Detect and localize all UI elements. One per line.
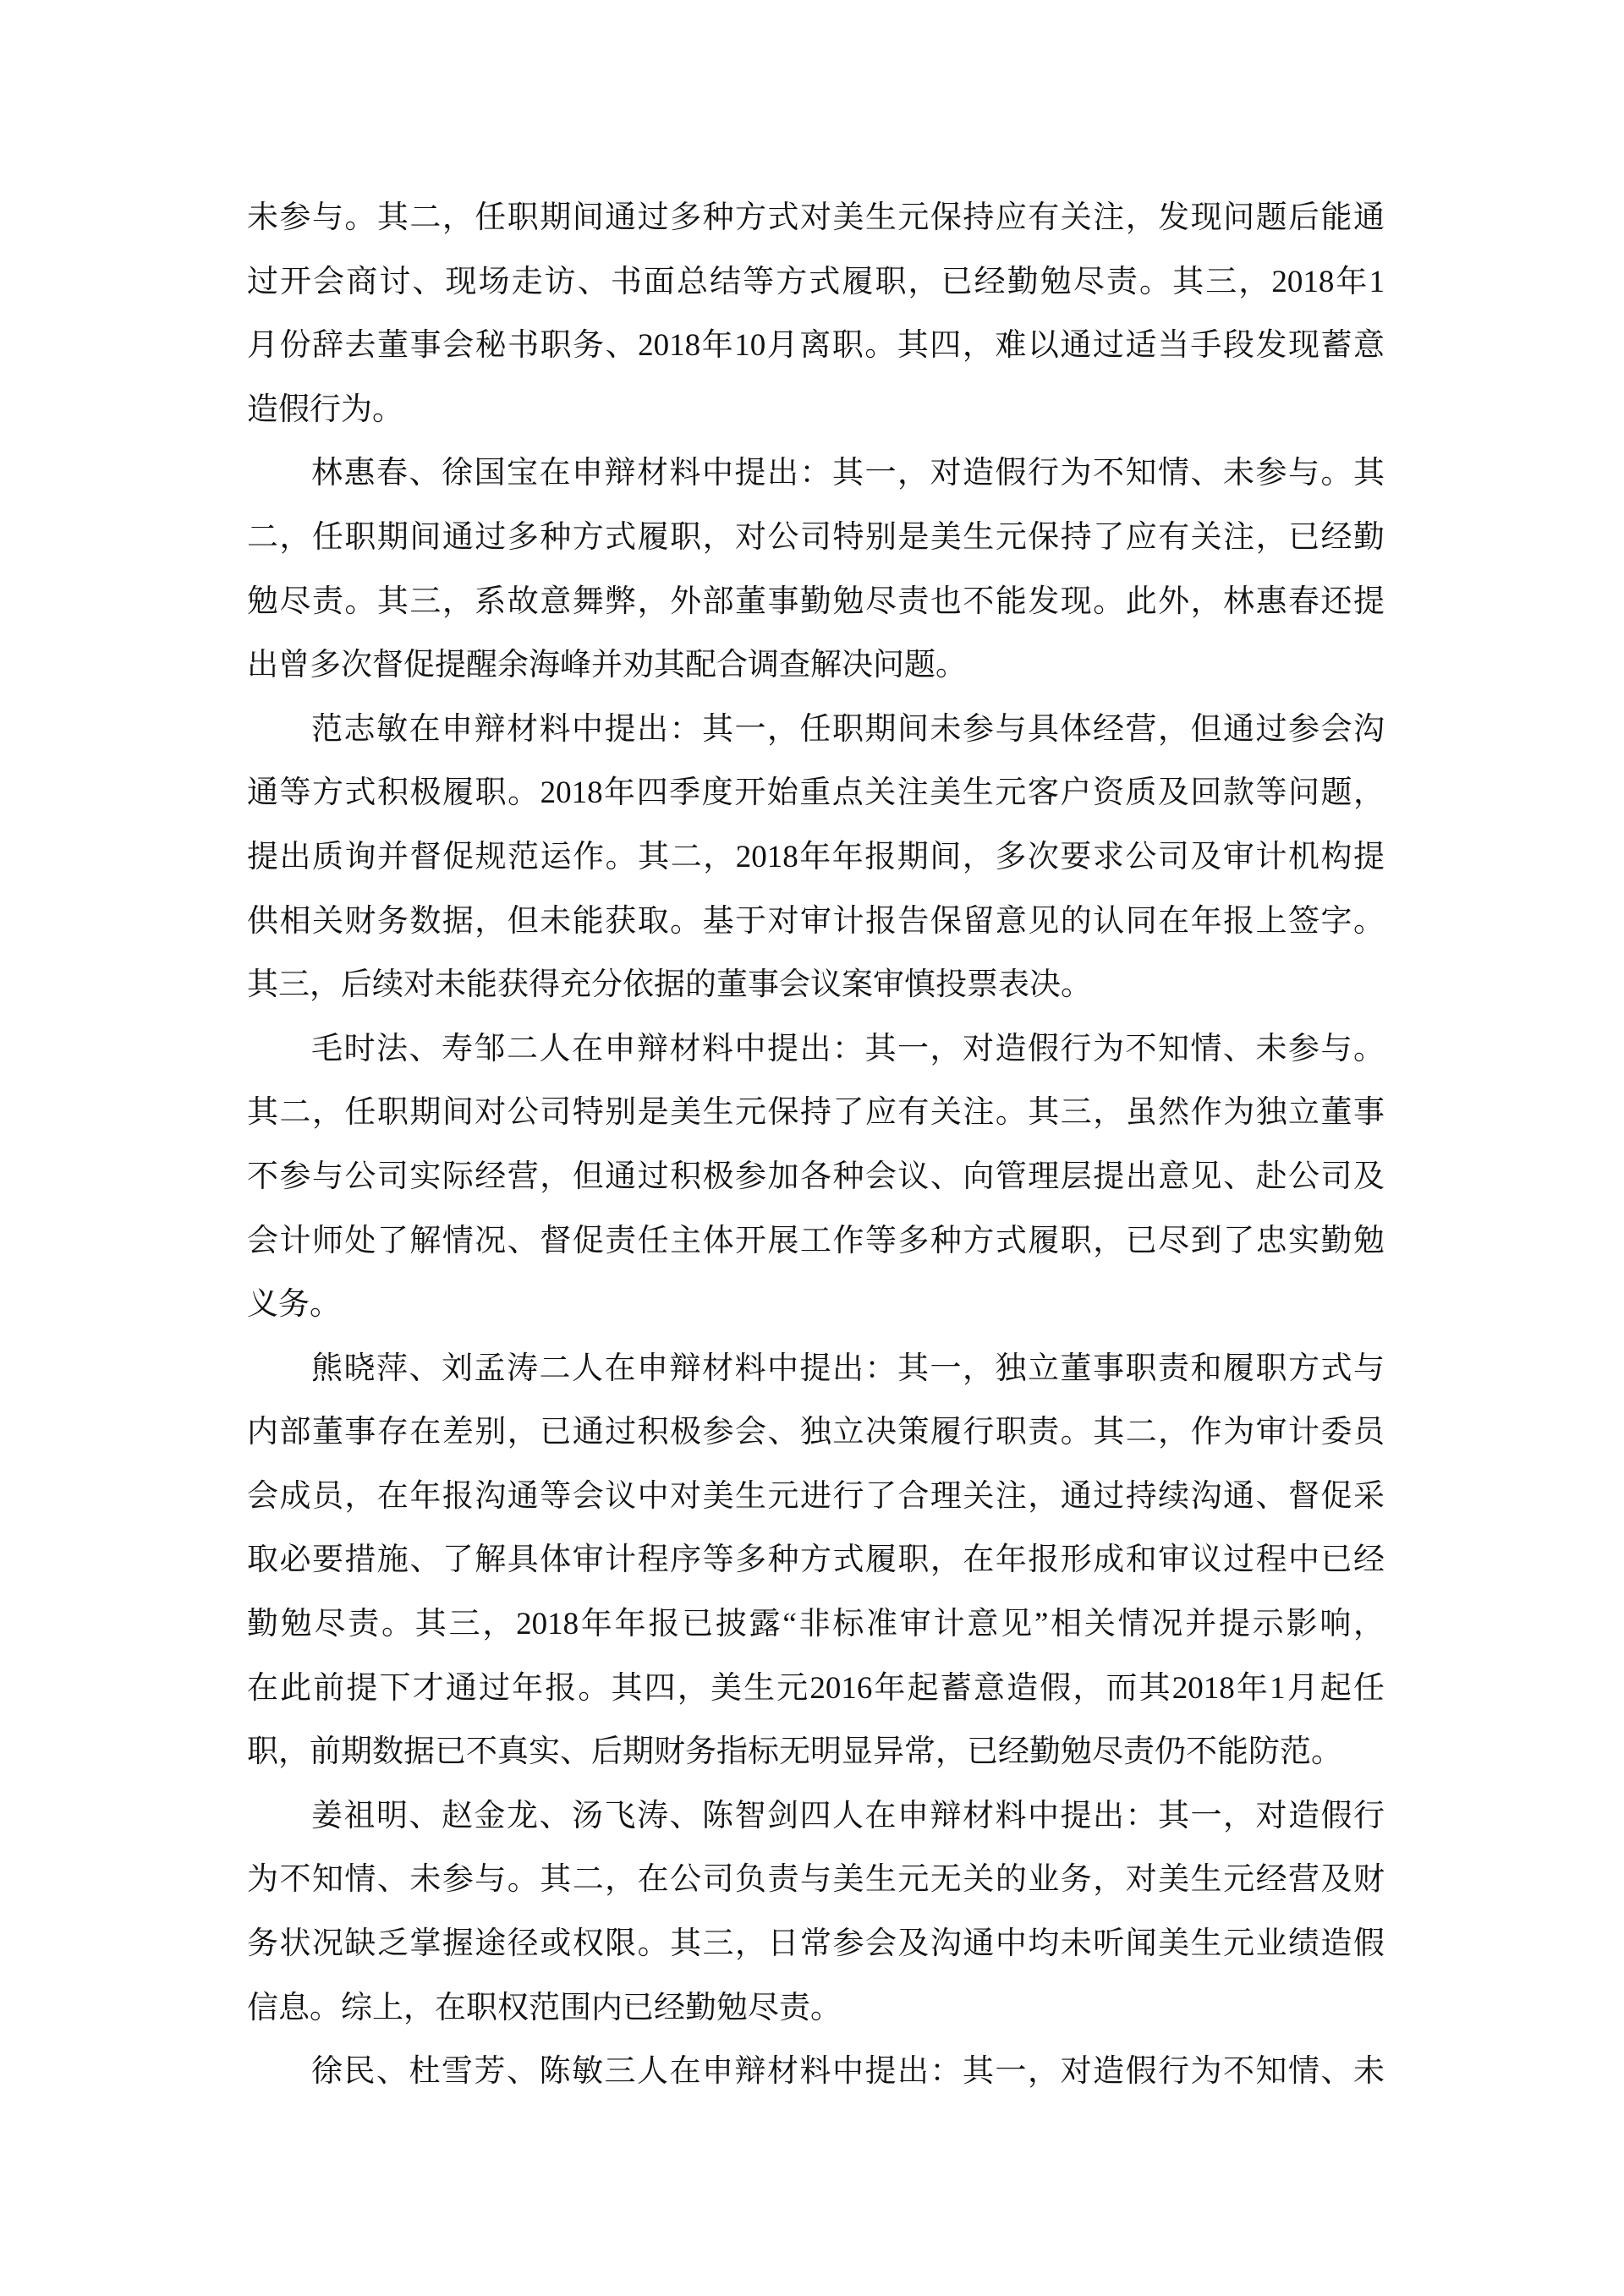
paragraph-lin-huichun-xu-guobao — [247, 452, 1385, 707]
text-line: 造假行为。 — [247, 392, 403, 427]
text-line: 职，前期数据已不真实、后期财务指标无明显异常，已经勤勉尽责仍不能防范。 — [247, 1734, 1342, 1770]
text-line: 在此前提下才通过年报。其四，美生元2016年起蓄意造假，而其2018年1月起任 — [247, 1670, 1385, 1706]
text-line: 熊晓萍、刘孟涛二人在申辩材料中提出：其一，独立董事职责和履职方式与 — [311, 1351, 1385, 1386]
paragraph-continuation — [247, 196, 1385, 452]
paragraph-xu-min-du-xuefang-chen-min — [247, 2050, 1385, 2114]
text-line: 林惠春、徐国宝在申辩材料中提出：其一，对造假行为不知情、未参与。其 — [311, 456, 1385, 491]
text-line: 二，任职期间通过多种方式履职，对公司特别是美生元保持了应有关注，已经勤 — [247, 519, 1385, 555]
text-line: 供相关财务数据，但未能获取。基于对审计报告保留意见的认同在年报上签字。 — [247, 903, 1385, 939]
text-line: 提出质询并督促规范运作。其二，2018年年报期间，多次要求公司及审计机构提 — [247, 839, 1385, 874]
text-line: 月份辞去董事会秘书职务、2018年10月离职。其四，难以通过适当手段发现蓄意 — [247, 328, 1385, 364]
text-line: 会成员，在年报沟通等会议中对美生元进行了合理关注，通过持续沟通、督促采 — [247, 1478, 1385, 1514]
text-line: 不参与公司实际经营，但通过积极参加各种会议、向管理层提出意见、赴公司及 — [247, 1159, 1385, 1194]
text-line: 勉尽责。其三，系故意舞弊，外部董事勤勉尽责也不能发现。此外，林惠春还提 — [247, 584, 1385, 619]
text-line: 会计师处了解情况、督促责任主体开展工作等多种方式履职，已尽到了忠实勤勉 — [247, 1223, 1385, 1258]
paragraph-mao-shifa-shou-zou — [247, 1027, 1385, 1347]
paragraph-jiang-zhao-tang-chen — [247, 1795, 1385, 2050]
text-line: 信息。综上，在职权范围内已经勤勉尽责。 — [247, 1990, 842, 2025]
document-body — [247, 196, 1385, 2114]
text-line: 姜祖明、赵金龙、汤飞涛、陈智剑四人在申辩材料中提出：其一，对造假行 — [311, 1798, 1385, 1833]
text-line: 为不知情、未参与。其二，在公司负责与美生元无关的业务，对美生元经营及财 — [247, 1862, 1385, 1898]
text-line: 范志敏在申辩材料中提出：其一，任职期间未参与具体经营，但通过参会沟 — [311, 711, 1385, 747]
text-line: 务状况缺乏掌握途径或权限。其三，日常参会及沟通中均未听闻美生元业绩造假 — [247, 1926, 1385, 1962]
text-line: 未参与。其二，任职期间通过多种方式对美生元保持应有关注，发现问题后能通 — [247, 200, 1385, 235]
text-line: 过开会商讨、现场走访、书面总结等方式履职，已经勤勉尽责。其三，2018年1 — [247, 264, 1385, 299]
text-line: 其三，后续对未能获得充分依据的董事会议案审慎投票表决。 — [247, 967, 1092, 1003]
text-line: 其二，任职期间对公司特别是美生元保持了应有关注。其三，虽然作为独立董事 — [247, 1095, 1385, 1131]
text-line: 出曾多次督促提醒余海峰并劝其配合调查解决问题。 — [247, 648, 967, 683]
text-line: 取必要措施、了解具体审计程序等多种方式履职，在年报形成和审议过程中已经 — [247, 1543, 1385, 1578]
paragraph-fan-zhimin — [247, 708, 1385, 1027]
text-line: 通等方式积极履职。2018年四季度开始重点关注美生元客户资质及回款等问题， — [247, 775, 1385, 811]
text-line: 勤勉尽责。其三，2018年年报已披露“非标准审计意见”相关情况并提示影响， — [247, 1607, 1385, 1642]
paragraph-xiong-xiaoping-liu-mengtao — [247, 1347, 1385, 1795]
text-line: 徐民、杜雪芳、陈敏三人在申辩材料中提出：其一，对造假行为不知情、未 — [311, 2054, 1385, 2090]
text-line: 义务。 — [247, 1287, 341, 1323]
text-line: 内部董事存在差别，已通过积极参会、独立决策履行职责。其二，作为审计委员 — [247, 1415, 1385, 1450]
text-line: 毛时法、寿邹二人在申辩材料中提出：其一，对造假行为不知情、未参与。 — [311, 1031, 1385, 1066]
